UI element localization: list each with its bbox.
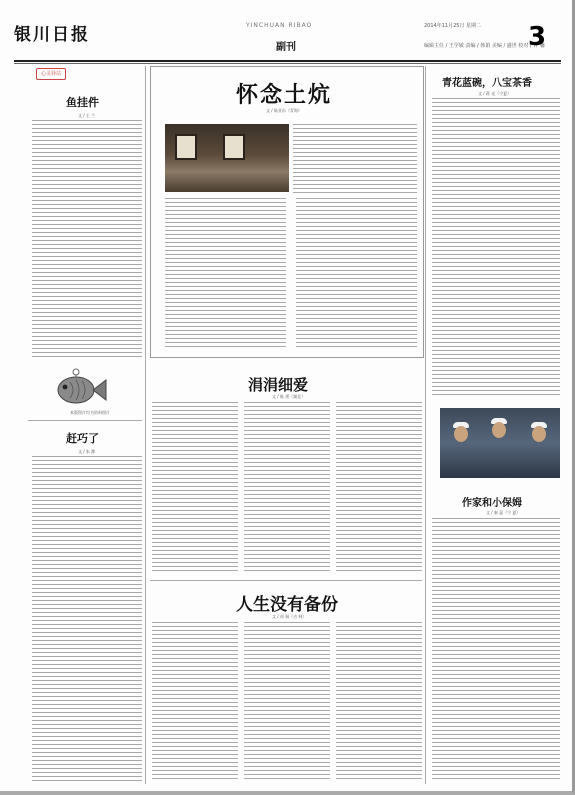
article-byline-no-backup: 文 / 祁 瑞（吉 林） xyxy=(272,614,307,619)
center-section-divider xyxy=(150,580,422,581)
earthen-kang-photo xyxy=(165,124,289,192)
face-right xyxy=(532,426,546,442)
fish-pendant-image xyxy=(50,368,108,408)
article-title-blue-bowl-tea: 青花蓝碗，八宝茶香 xyxy=(442,78,532,89)
editor-line: 编辑主任 / 王学敏 责编 / 韩娟 美编 / 盛世 校对 / 许 馨 xyxy=(424,43,545,49)
masthead-logo: 银川日报 xyxy=(14,25,90,45)
face-middle xyxy=(492,422,506,438)
article-byline-just-in-time: 文 / 朱 郡 xyxy=(78,449,96,454)
article-title-trickling-love: 涓涓细爱 xyxy=(248,376,309,394)
article-body-just-in-time xyxy=(32,456,142,782)
writer-and-nanny-photo xyxy=(440,408,560,478)
window-right xyxy=(223,134,245,160)
article-body-earthen-kang xyxy=(165,198,417,350)
left-section-divider xyxy=(28,420,142,421)
column-tag: 心灵驿站 xyxy=(36,68,66,80)
article-body-fish-pendant xyxy=(32,120,142,360)
article-body-no-backup xyxy=(152,622,422,782)
masthead-rule-thin xyxy=(14,63,561,64)
article-byline-blue-bowl-tea: 文 / 蒋 光（宁夏） xyxy=(478,91,512,96)
article-title-just-in-time: 赶巧了 xyxy=(66,432,99,445)
face-left xyxy=(454,426,468,442)
article-body-trickling-love xyxy=(152,402,422,574)
masthead-pinyin: YINCHUAN RIBAO xyxy=(246,22,313,29)
date-line: 2014年11月25日 星期二 xyxy=(424,23,482,29)
article-body-blue-bowl-tea xyxy=(432,98,560,398)
article-body-earthen-kang-top xyxy=(293,124,417,194)
article-byline-earthen-kang: 文 / 陈亚东（青海） xyxy=(266,108,302,113)
article-title-writer-nanny: 作家和小保姆 xyxy=(462,498,522,509)
article-byline-fish-pendant: 文 / 王 兰 xyxy=(78,113,96,118)
page-number: 3 xyxy=(528,22,547,52)
article-body-writer-nanny xyxy=(432,518,560,782)
column-divider-right xyxy=(425,66,426,784)
article-title-earthen-kang: 怀念土炕 xyxy=(236,82,333,108)
article-title-fish-pendant: 鱼挂件 xyxy=(66,96,99,109)
article-byline-trickling-love: 文 / 陈 勇（湖北） xyxy=(272,394,306,399)
window-left xyxy=(175,134,197,160)
article-title-no-backup: 人生没有备份 xyxy=(236,595,338,615)
section-title: 副刊 xyxy=(276,42,296,53)
article-byline-writer-nanny: 文 / 秦 蕊（宁 夏） xyxy=(486,510,521,515)
fish-image-caption: 本版图片均为资料图片 xyxy=(70,410,110,415)
masthead-rule xyxy=(14,60,561,62)
column-divider-left xyxy=(145,66,146,784)
